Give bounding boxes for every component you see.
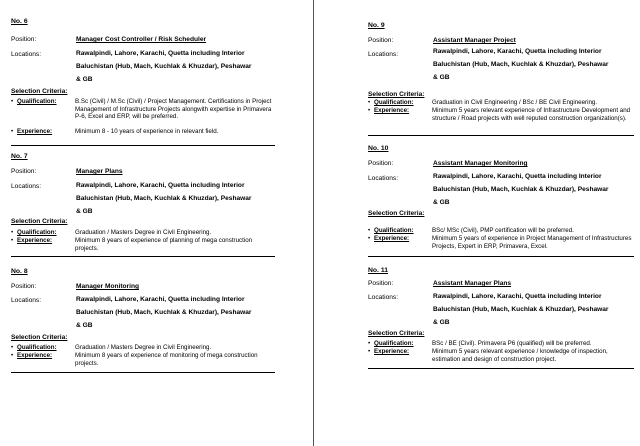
- locations-text: Rawalpindi, Lahore, Karachi, Quetta including Interior Baluchistan (Hub, Mach, Kuchlak & Khuzdar), Peshawar & GB: [433, 48, 609, 82]
- experience-value: Minimum 8 years of experience of monitoring of mega construction projects.: [75, 352, 258, 367]
- qualification-value: BSc / BE (Civil). Primavera P6 (qualified) will be preferred.: [432, 340, 592, 347]
- selection-criteria-heading: Selection Criteria:: [11, 88, 68, 95]
- selection-criteria-heading: Selection Criteria:: [11, 218, 68, 225]
- job-number: No. 9: [368, 22, 385, 29]
- job-number: No. 10: [368, 145, 389, 152]
- locations-text: Rawalpindi, Lahore, Karachi, Quetta including Interior Baluchistan (Hub, Mach, Kuchlak & Khuzdar), Peshawar & GB: [76, 296, 252, 330]
- locations-text: Rawalpindi, Lahore, Karachi, Quetta including Interior Baluchistan (Hub, Mach, Kuchlak & Khuzdar), Peshawar & GB: [433, 173, 609, 207]
- selection-criteria-heading: Selection Criteria:: [368, 210, 425, 217]
- position-label: Position:: [368, 280, 394, 287]
- section-rule: [11, 256, 275, 257]
- selection-criteria-heading: Selection Criteria:: [368, 330, 425, 337]
- qualification-label: Qualification:: [17, 98, 57, 105]
- page-divider: [313, 0, 314, 446]
- experience-label: Experience:: [374, 348, 410, 355]
- position-title: Manager Plans: [76, 168, 123, 175]
- selection-criteria-heading: Selection Criteria:: [368, 91, 425, 98]
- position-label: Position:: [368, 37, 394, 44]
- locations-text: Rawalpindi, Lahore, Karachi, Quetta including Interior Baluchistan (Hub, Mach, Kuchlak & Khuzdar), Peshawar & GB: [433, 293, 609, 327]
- locations-label: Locations:: [11, 51, 42, 58]
- experience-value: Minimum 5 years of experience in Project Management of Infrastructures Projects, Expert in ERP, Primavera, Excel.: [432, 235, 632, 250]
- position-title: Manager Cost Controller / Risk Scheduler: [76, 36, 207, 43]
- section-rule: [368, 368, 634, 369]
- locations-text: Rawalpindi, Lahore, Karachi, Quetta including Interior Baluchistan (Hub, Mach, Kuchlak & Khuzdar), Peshawar & GB: [76, 182, 252, 216]
- position-title: Assistant Manager Monitoring: [433, 160, 528, 167]
- position-title: Assistant Manager Project: [433, 37, 516, 44]
- section-rule: [11, 145, 275, 146]
- qualification-value: Graduation / Masters Degree in Civil Engineering.: [75, 229, 212, 236]
- locations-label: Locations:: [11, 297, 42, 304]
- qualification-label: Qualification:: [374, 340, 414, 347]
- qualification-value: Graduation in Civil Engineering / BSc / BE Civil Engineering.: [432, 99, 598, 106]
- qualification-label: Qualification:: [374, 227, 414, 234]
- locations-text: Rawalpindi, Lahore, Karachi, Quetta including Interior Baluchistan (Hub, Mach, Kuchlak & Khuzdar), Peshawar & GB: [76, 50, 252, 84]
- position-title: Assistant Manager Plans: [433, 280, 512, 287]
- job-number: No. 11: [368, 267, 389, 274]
- locations-label: Locations:: [368, 294, 399, 301]
- locations-label: Locations:: [368, 175, 399, 182]
- position-label: Position:: [368, 160, 394, 167]
- qualification-value: B.Sc (Civil) / M.Sc (Civil) / Project Management. Certifications in Project Management of Infrastructure Projects alongwith expertise in Primavera P-6, Excel and ERP, will be preferred.: [75, 98, 272, 120]
- position-label: Position:: [11, 168, 37, 175]
- experience-label: Experience:: [17, 237, 53, 244]
- section-rule: [11, 372, 275, 373]
- selection-criteria-heading: Selection Criteria:: [11, 334, 68, 341]
- position-label: Position:: [11, 36, 37, 43]
- position-label: Position:: [11, 283, 37, 290]
- experience-label: Experience:: [17, 352, 53, 359]
- section-rule: [368, 135, 634, 136]
- qualification-label: Qualification:: [374, 99, 414, 106]
- job-number: No. 6: [11, 18, 28, 25]
- job-number: No. 8: [11, 268, 28, 275]
- qualification-value: Graduation / Masters Degree in Civil Engineering.: [75, 344, 212, 351]
- qualification-label: Qualification:: [17, 229, 57, 236]
- experience-value: Minimum 8 - 10 years of experience in relevant field.: [75, 128, 219, 135]
- section-rule: [368, 256, 634, 257]
- experience-label: Experience:: [17, 128, 53, 135]
- experience-label: Experience:: [374, 235, 410, 242]
- position-title: Manager Monitoring: [76, 283, 140, 290]
- qualification-value: BSc/ MSc (Civil), PMP certification will be preferred.: [432, 227, 574, 234]
- experience-value: Minimum 5 years relevant experience / knowledge of inspection, estimation and design of construction project.: [432, 348, 608, 363]
- locations-label: Locations:: [368, 51, 399, 58]
- qualification-label: Qualification:: [17, 344, 57, 351]
- locations-label: Locations:: [11, 183, 42, 190]
- experience-label: Experience:: [374, 107, 410, 114]
- experience-value: Minimum 8 years of experience of planning of mega construction projects.: [75, 237, 253, 252]
- experience-value: Minimum 5 years relevant experience of Infrastructure Development and structure / Road projects with well reputed construction organization(s).: [432, 107, 631, 122]
- job-number: No. 7: [11, 153, 28, 160]
